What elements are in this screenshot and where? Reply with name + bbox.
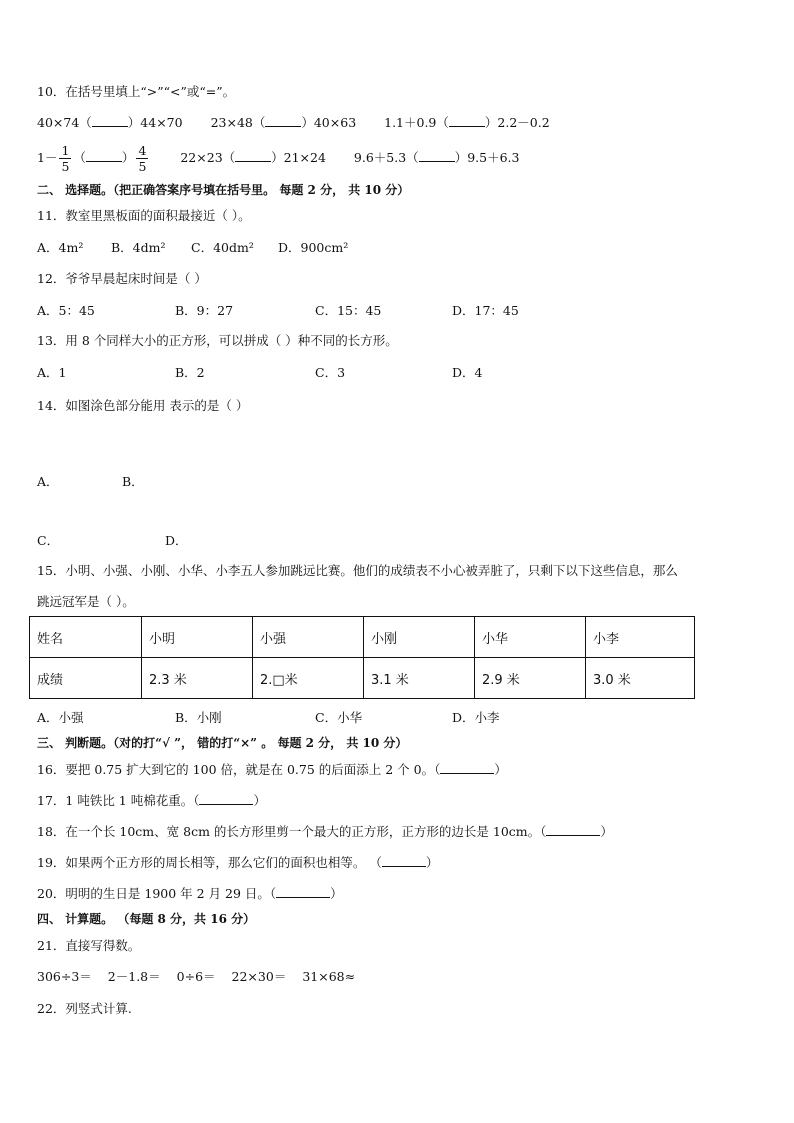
- q15-option-b[interactable]: B．小刚: [175, 710, 222, 725]
- table-cell: 小李: [586, 617, 695, 658]
- q18-close: ）: [600, 824, 613, 839]
- answer-blank[interactable]: [199, 792, 253, 805]
- q11-option-a[interactable]: A．4m²: [37, 240, 84, 255]
- q12-option-d[interactable]: D．17：45: [452, 303, 519, 318]
- section-2-heading: 二、 选择题。（把正确答案序号填在括号里。 每题 2 分， 共 10 分）: [37, 183, 410, 197]
- calc-item: 22×30＝: [231, 969, 287, 984]
- q19-close: ）: [425, 855, 439, 870]
- q15-option-c[interactable]: C．小华: [315, 710, 363, 725]
- q13-option-b[interactable]: B．2: [175, 365, 205, 380]
- answer-blank[interactable]: [265, 114, 301, 127]
- q17: [37, 792, 266, 810]
- q12-text: 12．爷爷早晨起床时间是（ ）: [37, 271, 207, 286]
- fraction: [59, 143, 71, 174]
- table-cell: 成绩: [30, 658, 142, 699]
- q10-title: 10．在括号里填上“>”“<”或“=”。: [37, 84, 236, 99]
- q19-text: 19．如果两个正方形的周长相等，那么它们的面积也相等。 （: [37, 855, 382, 870]
- fraction-denominator: 5: [61, 159, 70, 174]
- q13-option-a[interactable]: A．1: [37, 365, 67, 380]
- answer-blank[interactable]: [86, 149, 122, 162]
- q17-close: ）: [253, 793, 266, 808]
- paren-open: （: [73, 150, 86, 165]
- q20-text: 20．明明的生日是 1900 年 2 月 29 日。（: [37, 886, 277, 901]
- q10-item5-right: ）21×24: [271, 150, 326, 165]
- q16-text: 16．要把 0.75 扩大到它的 100 倍，就是在 0.75 的后面添上 2 个 0。（: [37, 762, 441, 777]
- table-cell: 姓名: [30, 617, 142, 658]
- table-cell: 2.□米: [253, 658, 364, 699]
- q20-close: ）: [330, 886, 343, 901]
- q11-option-d[interactable]: D．900cm²: [278, 240, 349, 255]
- q11-text: 11．教室里黑板面的面积最接近（ ）。: [37, 208, 251, 223]
- table-cell: 3.1 米: [364, 658, 475, 699]
- paren-close: ）: [121, 150, 135, 165]
- q11-option-b[interactable]: B．4dm²: [111, 240, 166, 255]
- q15-option-d[interactable]: D．小李: [452, 710, 500, 725]
- q14-option-c[interactable]: C．: [37, 533, 60, 548]
- q20: [37, 885, 343, 903]
- q10-item1-right: ）44×70: [127, 115, 183, 130]
- answer-blank[interactable]: [92, 114, 128, 127]
- answer-blank[interactable]: [440, 761, 494, 774]
- q13-option-d[interactable]: D．4: [452, 365, 483, 380]
- calc-item: 2－1.8＝: [107, 969, 161, 984]
- q10-prefix: 1－: [37, 150, 58, 165]
- q21-items: [37, 968, 355, 986]
- section-3-heading: 三、 判断题。（对的打“√ ”， 错的打“×” 。 每题 2 分， 共 10 分）: [37, 736, 408, 750]
- table-cell: 2.3 米: [142, 658, 253, 699]
- answer-blank[interactable]: [382, 854, 426, 867]
- scores-table: [29, 616, 695, 699]
- q19: [37, 854, 438, 872]
- q11-option-c[interactable]: C．40dm²: [191, 240, 254, 255]
- q16-close: ）: [494, 762, 507, 777]
- answer-blank[interactable]: [449, 114, 485, 127]
- q18: [37, 823, 613, 841]
- q12-option-a[interactable]: A．5：45: [37, 303, 95, 318]
- fraction-denominator: 5: [138, 159, 147, 174]
- answer-blank[interactable]: [276, 885, 330, 898]
- q10-row2: [37, 140, 519, 176]
- q10-item6-left: 9.6＋5.3（: [353, 150, 419, 165]
- answer-blank[interactable]: [235, 149, 271, 162]
- q21-text: 21．直接写得数。: [37, 938, 141, 953]
- q10-item3-right: ）2.2－0.2: [484, 115, 550, 130]
- table-cell: 小明: [142, 617, 253, 658]
- q14-option-b[interactable]: B．: [122, 474, 144, 489]
- section-4-heading: 四、 计算题。 （每题 8 分，共 16 分）: [37, 912, 256, 926]
- table-header-row: [30, 617, 695, 658]
- q17-text: 17．1 吨铁比 1 吨棉花重。（: [37, 793, 200, 808]
- table-cell: 小刚: [364, 617, 475, 658]
- answer-blank[interactable]: [546, 823, 600, 836]
- q10-item2-left: 23×48（: [210, 115, 266, 130]
- q18-text: 18．在一个长 10cm、宽 8cm 的长方形里剪一个最大的正方形，正方形的边长是 10cm。（: [37, 824, 547, 839]
- q14-text: 14．如图涂色部分能用 表示的是（ ）: [37, 398, 249, 413]
- q10-item1-left: 40×74（: [37, 115, 92, 130]
- q10-item5-left: 22×23（: [180, 150, 236, 165]
- q22-text: 22．列竖式计算.: [37, 1001, 132, 1016]
- q12-option-b[interactable]: B．9：27: [175, 303, 234, 318]
- q15-option-a[interactable]: A．小强: [37, 710, 84, 725]
- q13-text: 13．用 8 个同样大小的正方形，可以拼成（ ）种不同的长方形。: [37, 333, 398, 348]
- table-cell: 小华: [475, 617, 586, 658]
- table-cell: 2.9 米: [475, 658, 586, 699]
- table-cell: 3.0 米: [586, 658, 695, 699]
- q10-item2-right: ）40×63: [301, 115, 357, 130]
- fraction: [136, 143, 148, 174]
- q13-option-c[interactable]: C．3: [315, 365, 346, 380]
- q10-row1: [37, 114, 550, 132]
- answer-blank[interactable]: [419, 149, 455, 162]
- q10-item6-right: ）9.5＋6.3: [454, 150, 520, 165]
- q16: [37, 761, 507, 779]
- q14-option-a[interactable]: A．: [37, 474, 59, 489]
- q15-text-line2: 跳远冠军是（ ）。: [37, 594, 135, 609]
- table-row: [30, 658, 695, 699]
- q15-text-line1: 15．小明、小强、小刚、小华、小李五人参加跳远比赛。他们的成绩表不小心被弄脏了，只剩下以下这些信息，那么: [37, 563, 678, 578]
- calc-item: 306÷3＝: [37, 969, 92, 984]
- q10-item3-left: 1.1＋0.9（: [384, 115, 449, 130]
- calc-item: 31×68≈: [302, 969, 356, 984]
- fraction-numerator: 1: [61, 143, 70, 158]
- table-cell: 小强: [253, 617, 364, 658]
- calc-item: 0÷6＝: [176, 969, 216, 984]
- q14-option-d[interactable]: D．: [165, 533, 188, 548]
- q12-option-c[interactable]: C．15：45: [315, 303, 382, 318]
- fraction-numerator: 4: [138, 143, 147, 158]
